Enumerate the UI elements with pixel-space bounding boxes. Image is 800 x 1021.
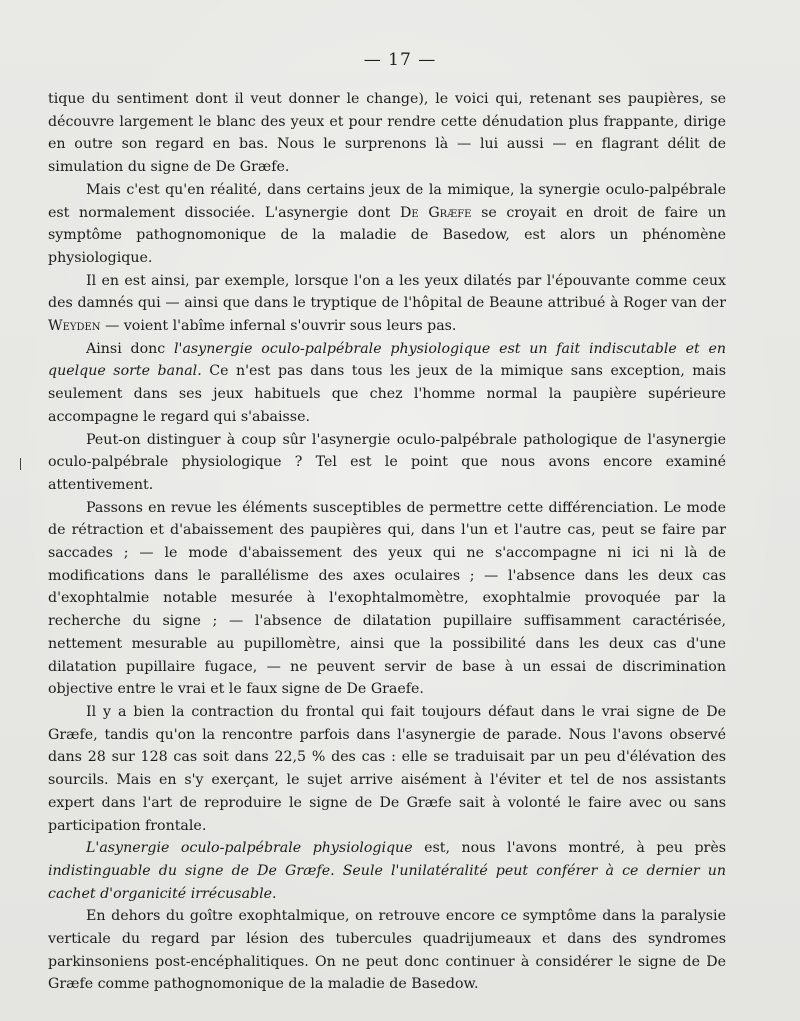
margin-mark [20,458,21,470]
paragraph-7: Il y a bien la contraction du frontal qui fait toujours défaut dans le vrai signe de De Græfe, tandis qu'on la rencontre parfois dans l'asynergie de parade. Nous l'avons observé dans 28 sur 128 cas soit dans 22,5 % des cas : elle se traduisait par un peu d'élévation des sourcils. Mais en s'y exerçant, le sujet arrive aisément à l'éviter et tel de nos assistants expert dans l'art de reproduire le signe de De Græfe sait à volonté le faire avec ou sans participation frontale. [48,703,726,834]
paragraph-9: En dehors du goître exophtalmique, on retrouve encore ce symptôme dans la paralysie verticale du regard par lésion des tubercules quadrijumeaux et dans des syndromes parkinsoniens post-encéphalitiques. On ne peut donc continuer à considérer le signe de De Græfe comme pathognomonique de la maladie de Basedow. [48,908,726,993]
paragraph-4-italic: l'asynergie oculo-palpébrale physiologique est un fait indiscutable et en quelque sorte banal. [48,340,726,380]
body-text [48,88,726,996]
paragraph-4 [48,338,726,429]
paragraph-6: Passons en revue les éléments susceptibles de permettre cette différenciation. Le mode de rétraction et d'abaissement des paupières qui, dans l'un et l'autre cas, peut se faire par saccades ; — le mode d'abaissement des yeux qui ne s'accompagne ni ici ni là de modifications dans le parallélisme des axes oculaires ; — l'absence dans les deux cas d'exophtalmie notable mesurée à l'exophtalmomètre, exophtalmie provoquée par la recherche du signe ; — l'absence de dilatation pupillaire suffisamment caractérisée, nettement mesurable au pupillomètre, ainsi que la possibilité dans les deux cas d'une dilatation pupillaire fugace, — ne peuvent servir de base à un essai de discrimination objective entre le vrai et le faux signe de De Graefe. [48,499,726,698]
paragraph-2-text-b: se croyait en droit de faire un symptôme pathognomonique de la maladie de Basedow, est alors un phénomène physiologique. [48,204,726,266]
paragraph-8 [48,837,726,905]
paragraph-8-text-b: . [272,885,277,902]
paragraph-1: tique du sentiment dont il veut donner le change), le voici qui, retenant ses paupières, se découvre largement le blanc des yeux et pour rendre cette dénudation plus frappante, dirige en outre son regard en bas. Nous le surprenons là — lui aussi — en flagrant délit de simulation du signe de De Græfe. [48,91,726,176]
paragraph-2 [48,179,726,270]
paragraph-2-text-a: Mais c'est qu'en réalité, dans certains jeux de la mimique, la synergie oculo-palpébrale est normalement dissociée. L'asynergie dont [48,181,726,221]
paragraph-3-text-a: Il en est ainsi, par exemple, lorsque l'on a les yeux dilatés par l'épouvante comme ceux des damnés qui — ainsi que dans le tryptique de l'hôpital de Beaune attribué à Roger van der [48,272,726,312]
page-number: — 17 — [363,50,437,70]
paragraph-8-italic-2: indistinguable du signe de De Græfe. Seule l'unilatéralité peut conférer à ce dernier un cachet d'organicité irrécusable [48,862,726,902]
paragraph-8-text-a: est, nous l'avons montré, à peu près [412,840,727,857]
paragraph-3-text-b: — voient l'abîme infernal s'ouvrir sous leurs pas. [100,318,457,335]
paragraph-4-text-b: Ce n'est pas dans tous les jeux de la mimique sans exception, mais seulement dans ses jeux habituels que chez l'homme normal la paupière supérieure accompagne le regard qui s'abaisse. [48,363,726,425]
paragraph-3 [48,270,726,338]
paragraph-8-italic-1: L'asynergie oculo-palpébrale physiologique [86,840,413,857]
paragraph-5: Peut-on distinguer à coup sûr l'asynergie oculo-palpébrale pathologique de l'asynergie oculo-palpébrale physiologique ? Tel est le point que nous avons encore examiné attentivement. [48,431,726,493]
author-name-degraefe: De Græfe [400,204,472,221]
paragraph-4-text-a: Ainsi donc [86,340,174,357]
author-name-weyden: Weyden [48,318,101,335]
